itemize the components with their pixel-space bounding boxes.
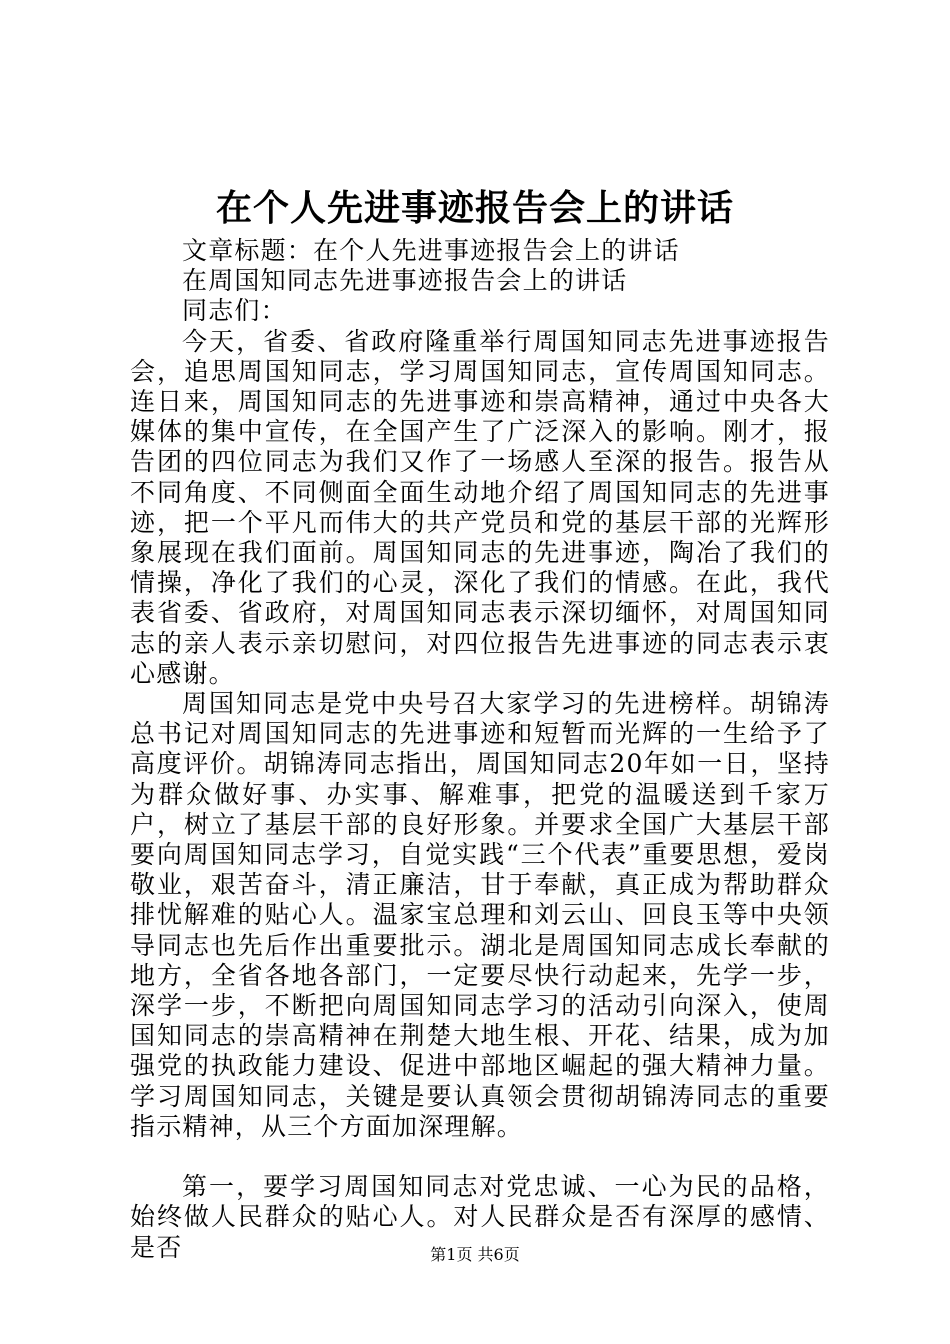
article-title-line: 文章标题：在个人先进事迹报告会上的讲话 (182, 236, 680, 265)
paragraph-1: 今天，省委、省政府隆重举行周国知同志先进事迹报告会，追思周国知同志，学习周国知同志，宣传周国知同志。连日来，周国知同志的先进事迹和崇高精神，通过中央各大媒体的集中宣传，在全国产生了广泛深入的影响。刚才，报告团的四位同志为我们又作了一场感人至深的报告。报告从不同角度、不同侧面全面生动地介绍了周国知同志的先进事迹，把一个平凡而伟大的共产党员和党的基层干部的光辉形象展现在我们面前。周国知同志的先进事迹，陶冶了我们的情操，净化了我们的心灵，深化了我们的情感。在此，我代表省委、省政府，对周国知同志表示深切缅怀，对周国知同志的亲人表示亲切慰问，对四位报告先进事迹的同志表示衷心感谢。 (130, 326, 830, 688)
paragraph-3: 第一，要学习周国知同志对党忠诚、一心为民的品格，始终做人民群众的贴心人。对人民群众是否有深厚的感情、是否 (130, 1172, 830, 1262)
paragraph-2: 周国知同志是党中央号召大家学习的先进榜样。胡锦涛总书记对周国知同志的先进事迹和短暂而光辉的一生给予了高度评价。胡锦涛同志指出，周国知同志20年如一日，坚持为群众做好事、办实事、解难事，把党的温暖送到千家万户，树立了基层干部的良好形象。并要求全国广大基层干部要向周国知同志学习，自觉实践“三个代表”重要思想，爱岗敬业，艰苦奋斗，清正廉洁，甘于奉献，真正成为帮助群众排忧解难的贴心人。温家宝总理和刘云山、回良玉等中央领导同志也先后作出重要批示。湖北是周国知同志成长奉献的地方，全省各地各部门，一定要尽快行动起来，先学一步，深学一步，不断把向周国知同志学习的活动引向深入，使周国知同志的崇高精神在荆楚大地生根、开花、结果，成为加强党的执政能力建设、促进中部地区崛起的强大精神力量。学习周国知同志，关键是要认真领会贯彻胡锦涛同志的重要指示精神，从三个方面加深理解。 (130, 689, 830, 1141)
page-footer: 第1页 共6页 (430, 1245, 520, 1264)
speech-title-line: 在周国知同志先进事迹报告会上的讲话 (182, 266, 628, 296)
document-body (130, 236, 830, 1263)
document-title: 在个人先进事迹报告会上的讲话 (215, 187, 734, 229)
salutation: 同志们： (182, 296, 287, 326)
